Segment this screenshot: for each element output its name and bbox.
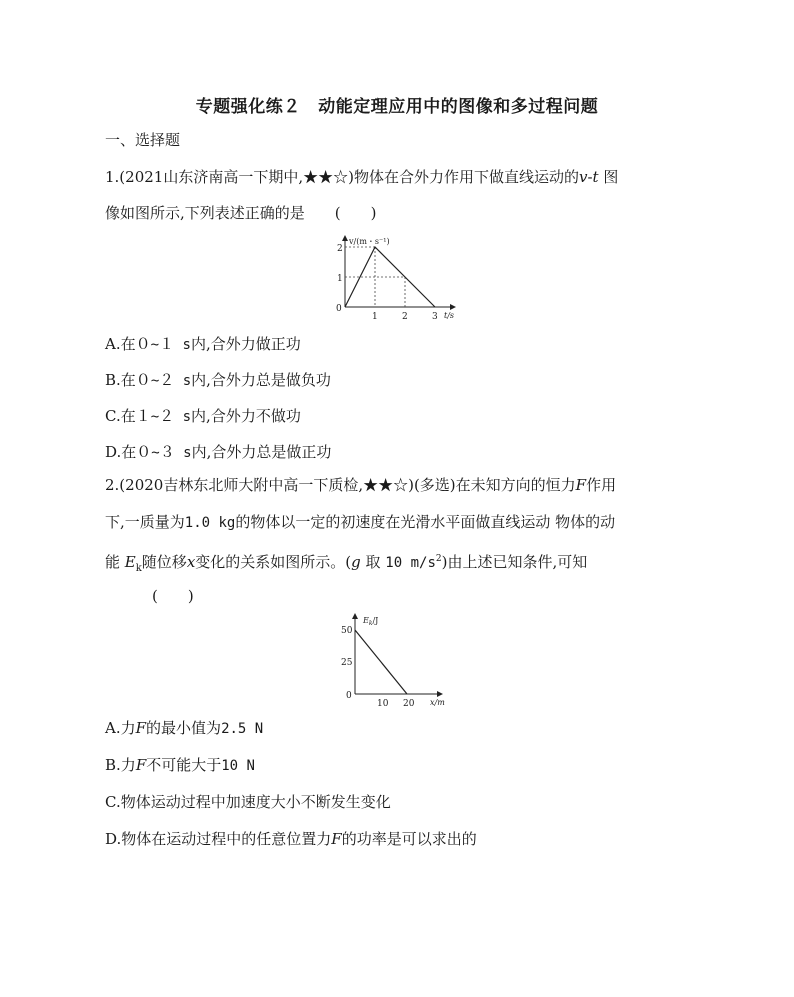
option-text: 力 bbox=[120, 756, 136, 774]
y-axis-label: $E_k/J$ bbox=[363, 616, 379, 627]
option-letter: A. bbox=[105, 719, 121, 737]
unit: s bbox=[174, 373, 192, 389]
var-F: F bbox=[575, 476, 587, 494]
q1-line-1 bbox=[105, 170, 618, 185]
var-t: t bbox=[592, 168, 599, 186]
q2-stem-text: 取 bbox=[360, 553, 386, 571]
range-sep: ~ bbox=[150, 409, 160, 425]
y-tick-50: 50 bbox=[341, 626, 353, 636]
option-text: 物体在运动过程中的任意位置力 bbox=[121, 830, 332, 848]
option-text: 的功率是可以求出的 bbox=[341, 830, 477, 848]
unit: s bbox=[174, 409, 192, 425]
option-text: 内,合外力做正功 bbox=[190, 335, 301, 353]
g-exponent: 2 bbox=[435, 554, 442, 564]
option-letter: D. bbox=[105, 830, 122, 848]
q2-stem-text: )由上述已知条件,可知 bbox=[441, 553, 588, 571]
q1-stem-end: 图 bbox=[598, 168, 619, 186]
option-text: ２ bbox=[159, 407, 175, 425]
option-letter: B. bbox=[105, 756, 121, 774]
q2-option-b[interactable] bbox=[105, 754, 255, 775]
option-text: 内,合外力总是做正功 bbox=[191, 443, 332, 461]
y-axis-label: v/(m・s⁻¹) bbox=[349, 237, 390, 246]
g-value: 10 m/s bbox=[385, 555, 436, 571]
option-letter: C. bbox=[105, 407, 121, 425]
q1-line-2: 像如图所示,下列表述正确的是 ( ) bbox=[105, 204, 377, 222]
option-text: 力 bbox=[120, 719, 136, 737]
section-heading: 一、选择题 bbox=[105, 131, 181, 149]
x-axis-label: t/s bbox=[444, 311, 455, 320]
q2-line-2 bbox=[105, 515, 615, 531]
q2-line-1 bbox=[105, 478, 616, 493]
option-text: 物体运动过程中加速度大小不断发生变化 bbox=[120, 793, 391, 811]
var-Ek: E bbox=[124, 553, 136, 571]
q1-stem-start: 1.(2021山东济南高一下期中,★★☆)物体在合外力作用下做直线运动的 bbox=[105, 168, 579, 186]
q2-stem-text: 随位移 bbox=[141, 553, 187, 571]
y-tick-1: 1 bbox=[337, 274, 343, 284]
ek-series-line bbox=[355, 630, 407, 694]
q2-stem-text: 能 bbox=[105, 553, 125, 571]
x-tick-20: 20 bbox=[403, 699, 415, 709]
range-sep: ~ bbox=[151, 445, 160, 461]
q2-stem-text: 变化的关系如图所示。( bbox=[195, 553, 352, 571]
q2-ek-chart bbox=[330, 610, 460, 710]
option-text: 在０ bbox=[121, 443, 152, 461]
mass-value: 1.0 kg bbox=[184, 515, 236, 531]
y-tick-0: 0 bbox=[346, 691, 352, 701]
option-letter: A. bbox=[105, 335, 121, 353]
x-axis-label: x/m bbox=[430, 698, 445, 707]
option-letter: D. bbox=[105, 443, 122, 461]
y-tick-2: 2 bbox=[337, 244, 343, 254]
var-x: x bbox=[186, 553, 196, 571]
q2-stem-text: 下,一质量为 bbox=[105, 513, 185, 531]
q1-option-b[interactable] bbox=[105, 369, 331, 390]
q2-option-d[interactable] bbox=[105, 828, 477, 849]
q2-stem-text: 作用 bbox=[586, 476, 617, 494]
option-text: 不可能大于 bbox=[146, 756, 222, 774]
option-letter: B. bbox=[105, 371, 121, 389]
option-text: ２ bbox=[159, 371, 175, 389]
page-title: 专题强化练２ 动能定理应用中的图像和多过程问题 bbox=[195, 97, 599, 117]
option-value: 10 N bbox=[221, 758, 255, 774]
option-text: 在０ bbox=[120, 371, 151, 389]
option-text: 内,合外力总是做负功 bbox=[191, 371, 331, 389]
origin-label: 0 bbox=[336, 304, 342, 314]
option-value: 2.5 N bbox=[221, 721, 264, 737]
q2-option-c[interactable] bbox=[105, 791, 391, 812]
option-text: 在１ bbox=[120, 407, 151, 425]
q2-line-3 bbox=[105, 552, 587, 576]
option-letter: C. bbox=[105, 793, 121, 811]
dash: - bbox=[587, 168, 593, 186]
x-tick-2: 2 bbox=[402, 312, 408, 322]
var-F: F bbox=[135, 756, 147, 774]
q2-stem-text: 的物体以一定的初速度在光滑水平面做直线运动 物体的动 bbox=[235, 513, 616, 531]
var-Ek-sub: k bbox=[135, 563, 142, 574]
range-sep: ~ bbox=[150, 373, 160, 389]
x-tick-1: 1 bbox=[372, 312, 378, 322]
x-tick-3: 3 bbox=[432, 312, 438, 322]
q2-option-a[interactable] bbox=[105, 717, 263, 738]
range-sep: ~ bbox=[150, 337, 160, 353]
q2-answer-paren: ( ) bbox=[152, 587, 194, 605]
q1-vt-chart bbox=[305, 232, 495, 322]
q1-option-c[interactable] bbox=[105, 405, 301, 426]
y-tick-25: 25 bbox=[341, 658, 353, 668]
var-F: F bbox=[135, 719, 147, 737]
q1-option-d[interactable] bbox=[105, 441, 331, 462]
var-g: g bbox=[351, 553, 361, 571]
option-text: 在０ bbox=[120, 335, 151, 353]
q1-option-a[interactable] bbox=[105, 333, 301, 354]
option-text: 内,合外力不做功 bbox=[191, 407, 301, 425]
option-text: 的最小值为 bbox=[146, 719, 222, 737]
x-tick-10: 10 bbox=[377, 699, 389, 709]
var-F: F bbox=[331, 830, 342, 848]
unit: s bbox=[174, 445, 192, 461]
unit: s bbox=[174, 337, 191, 353]
option-text: １ bbox=[159, 335, 175, 353]
var-v: v bbox=[578, 168, 588, 186]
option-text: ３ bbox=[159, 443, 175, 461]
q2-stem-start: 2.(2020吉林东北师大附中高一下质检,★★☆)(多选)在未知方向的恒力 bbox=[105, 476, 576, 494]
